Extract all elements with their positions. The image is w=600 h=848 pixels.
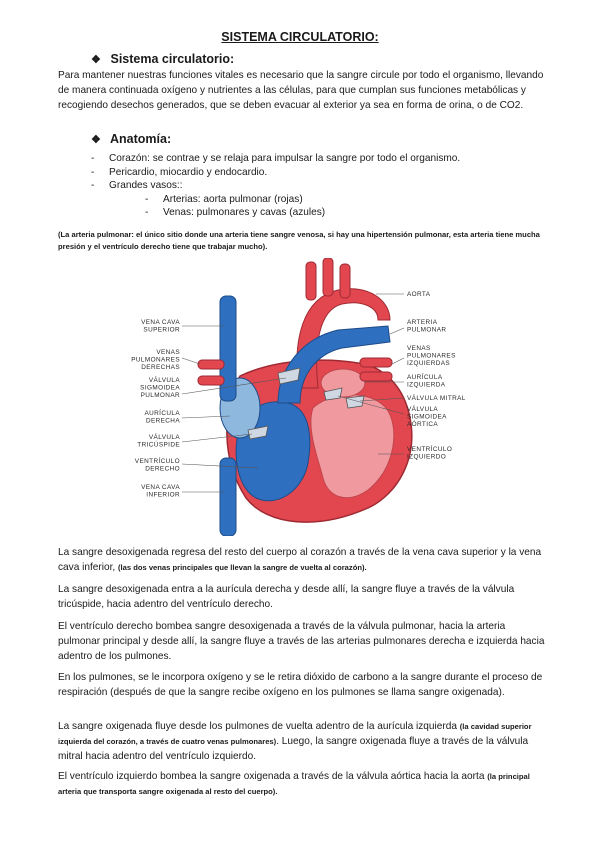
- flow-paragraph: [58, 582, 550, 612]
- diagram-label: VENTRÍCULO: [407, 446, 453, 453]
- list-item-label: Grandes vasos::: [109, 180, 183, 192]
- flow-paragraph: [58, 719, 550, 764]
- paragraph-note: (la principal arteria que transporta sangre oxigenada al resto del cuerpo).: [58, 772, 530, 796]
- svg-text:ARTERIAPULMONAR: [407, 319, 446, 334]
- diagram-label: VÁLVULA: [148, 377, 180, 384]
- labels-right: [407, 291, 466, 461]
- diagram-label: VENA CAVA: [141, 484, 180, 491]
- flow-paragraph: [58, 769, 550, 799]
- svg-text:VENASPULMONARESIZQUIERDAS: [407, 345, 456, 367]
- vessel-sublist: [109, 193, 460, 220]
- diagram-label: AURÍCULA: [407, 374, 443, 381]
- diagram-label: PULMONAR: [140, 392, 180, 399]
- diagram-label: PULMONAR: [407, 326, 447, 334]
- svg-text:VENTRÍCULOIZQUIERDO: [407, 444, 452, 461]
- diagram-label: VENA CAVA: [141, 319, 180, 326]
- list-item: [91, 179, 460, 220]
- diagram-label: SIGMOIDEA: [407, 413, 447, 421]
- paragraph-text: El ventrículo izquierdo bombea la sangre oxigenada a través de la válvula aórtica hacia la aorta: [58, 771, 488, 782]
- flow-paragraph: [58, 619, 550, 664]
- heart-diagram: [128, 258, 488, 536]
- diagram-label: ARTERIA: [407, 319, 438, 326]
- section-heading-text: Anatomía:: [110, 132, 172, 146]
- right-pulmonary-vein: [198, 376, 224, 385]
- section-heading-text: Sistema circulatorio:: [110, 52, 235, 66]
- svg-text:VENTRÍCULODERECHO: [135, 456, 180, 473]
- sublist-item: - Arterias: aorta pulmonar (rojas): [145, 193, 460, 207]
- svg-text:VENA CAVASUPERIOR: [141, 319, 180, 334]
- flow-paragraph: [58, 670, 550, 700]
- diagram-label: AÓRTICA: [407, 421, 439, 428]
- superior-vena-cava: [220, 296, 236, 401]
- diagram-label: AORTA: [407, 291, 431, 298]
- left-pulmonary-vein: [360, 372, 392, 381]
- paragraph-text: La sangre desoxigenada regresa del resto del cuerpo al corazón a través de la vena cava superior y la vena cava inferior,: [58, 547, 542, 573]
- aorta-branch: [340, 264, 350, 298]
- sublist-item: - Venas: pulmonares y cavas (azules): [145, 206, 460, 220]
- diagram-label: SIGMOIDEA: [140, 384, 180, 392]
- paragraph-text: En los pulmones, se le incorpora oxígeno y se le retira dióxido de carbono a la sangre durante el proceso de respiración (después de que la sangre recibe oxígeno en los pulmones se llama sangre oxigenada).: [58, 672, 543, 698]
- diagram-label: TRICÚSPIDE: [137, 441, 180, 449]
- paragraph-text: La sangre oxigenada fluye desde los pulmones de vuelta adentro de la aurícula izquierda: [58, 721, 460, 732]
- labels-left: [131, 319, 180, 499]
- svg-text:VENASPULMONARESDERECHAS: [131, 349, 180, 371]
- aorta-branch: [323, 258, 333, 296]
- list-item: - Pericardio, miocardio y endocardio.: [91, 166, 460, 180]
- diamond-bullet-icon: ❖: [91, 54, 101, 66]
- diagram-label: VÁLVULA: [148, 434, 180, 441]
- section-heading-anatomia: [91, 132, 171, 146]
- svg-text:VÁLVULASIGMOIDEAPULMONAR: [140, 375, 180, 399]
- paragraph-note: (la cavidad superior izquierda del corazón, a través de cuatro venas pulmonares): [58, 722, 532, 746]
- list-item: - Corazón: se contrae y se relaja para impulsar la sangre por todo el organismo.: [91, 152, 460, 166]
- diamond-bullet-icon: ❖: [91, 134, 101, 146]
- anatomy-list: [91, 152, 460, 220]
- svg-text:AURÍCULADERECHA: [144, 408, 180, 425]
- diagram-label: VENAS: [156, 349, 180, 356]
- paragraph-text: El ventrículo derecho bombea sangre desoxigenada a través de la válvula pulmonar, hacia la arteria pulmonar principal y desde allí, la sangre fluye a través de las arterias pulmonares derecha e izquierda hacia adentro de los pulmones.: [58, 621, 545, 662]
- svg-text:AORTA: [407, 291, 431, 298]
- diagram-label: IZQUIERDAS: [407, 360, 451, 367]
- diagram-label: VENTRÍCULO: [134, 458, 180, 465]
- diagram-label: DERECHO: [145, 465, 180, 473]
- diagram-label: PULMONARES: [131, 356, 180, 364]
- diagram-label: AURÍCULA: [144, 410, 180, 417]
- flow-paragraph: [58, 545, 550, 575]
- page-title: SISTEMA CIRCULATORIO:: [221, 30, 379, 44]
- diagram-label: IZQUIERDA: [407, 381, 446, 389]
- mitral-valve: [346, 396, 364, 408]
- diagram-label: DERECHAS: [141, 364, 180, 371]
- svg-text:AURÍCULAIZQUIERDA: [407, 372, 446, 389]
- aorta-branch: [306, 262, 316, 300]
- svg-text:VÁLVULATRICÚSPIDE: [137, 432, 180, 449]
- paragraph-note: (las dos venas principales que llevan la sangre de vuelta al corazón).: [118, 563, 367, 572]
- right-pulmonary-vein: [198, 360, 224, 369]
- intro-paragraph: Para mantener nuestras funciones vitales es necesario que la sangre circule por todo el organismo, llevando de manera continuada oxígeno y nutrientes a las células, para que cumplan sus funciones metabólicas y recogiendo desechos generados, que se deben evacuar al exterior ya sea en forma de orina, o de CO2.: [58, 70, 544, 111]
- svg-text:VÁLVULASIGMOIDEAAÓRTICA: [407, 404, 447, 428]
- diagram-label: INFERIOR: [146, 491, 180, 499]
- paragraph-text: La sangre desoxigenada entra a la aurícula derecha y desde allí, la sangre fluye a través de la válvula tricúspide, hacia adentro del ventrículo derecho.: [58, 584, 515, 610]
- pulmonary-artery-note: (La arteria pulmonar: el único sitio donde una arteria tiene sangre venosa, si hay una hipertensión pulmonar, esta arteria tiene mucha presión y el ventrículo derecho tiene que trabajar mucho).: [58, 230, 540, 251]
- diagram-label: SUPERIOR: [143, 326, 180, 334]
- svg-text:VÁLVULA MITRAL: [407, 393, 466, 402]
- diagram-label: VENAS: [407, 345, 431, 352]
- diagram-label: DERECHA: [145, 417, 180, 425]
- diagram-label: VÁLVULA MITRAL: [407, 395, 466, 402]
- paragraph-text: . Luego, la sangre oxigenada fluye a través de la válvula mitral hacia adentro del ventrículo izquierdo.: [58, 736, 529, 762]
- left-pulmonary-vein: [360, 358, 392, 367]
- diagram-label: PULMONARES: [407, 352, 456, 360]
- section-heading-sistema: [91, 52, 234, 66]
- diagram-label: VÁLVULA: [407, 406, 439, 413]
- svg-text:VENA CAVAINFERIOR: [141, 484, 180, 499]
- diagram-label: IZQUIERDO: [407, 453, 447, 461]
- inferior-vena-cava: [220, 458, 236, 536]
